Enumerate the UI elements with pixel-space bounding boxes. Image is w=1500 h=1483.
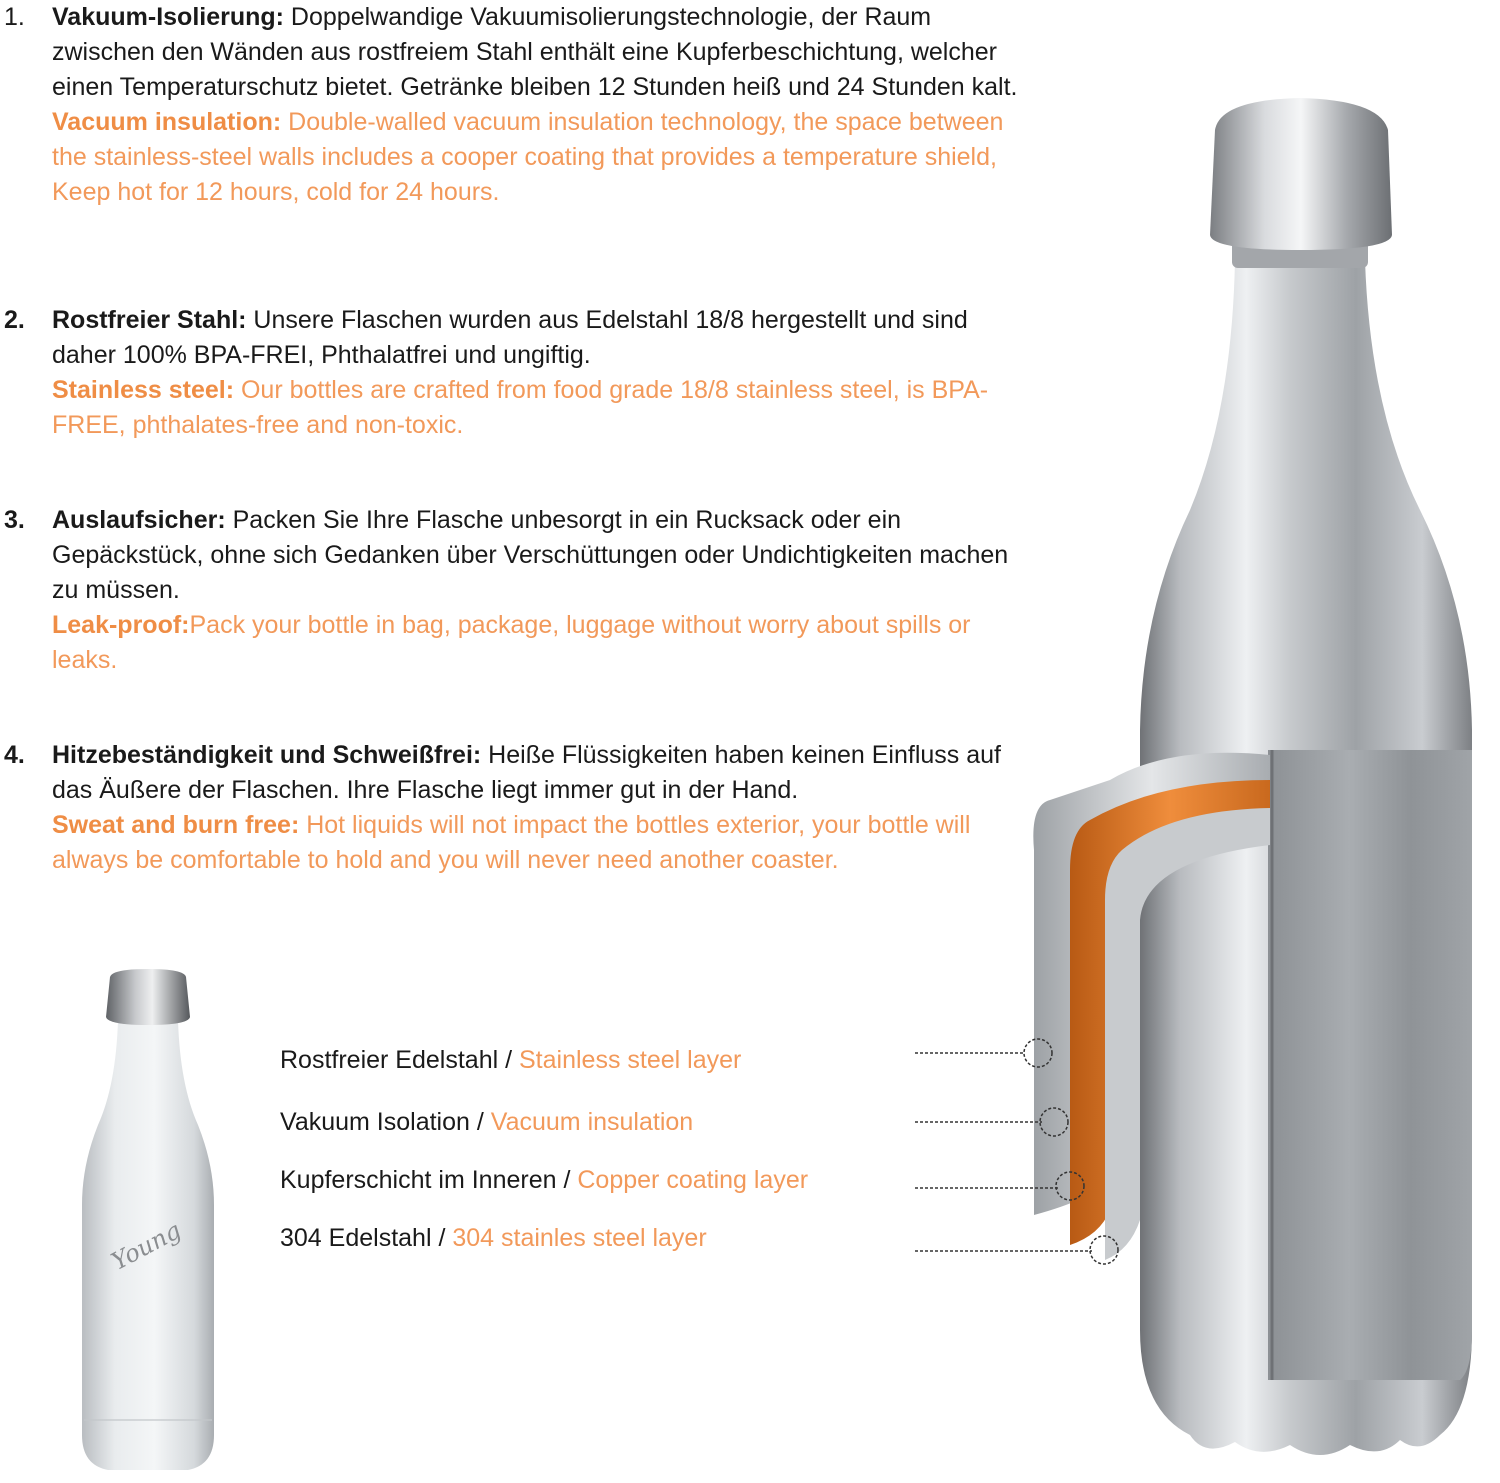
feature-de-paragraph: [52, 0, 1030, 105]
feature-stainless-steel: [0, 303, 1030, 443]
feature-en-text: Pack your bottle in bag, package, luggage without worry about spills or leaks.: [52, 611, 971, 674]
layer-en: 304 stainles steel layer: [452, 1224, 707, 1252]
feature-de-text: Heiße Flüssigkeiten haben keinen Einfluss auf das Äußere der Flaschen. Ihre Flasche liegt immer gut in der Hand.: [52, 741, 1001, 804]
feature-number: 4.: [4, 741, 25, 769]
feature-en-paragraph: [52, 373, 1030, 443]
feature-en-heading: Stainless steel:: [52, 376, 235, 404]
feature-de-heading: Rostfreier Stahl:: [52, 306, 247, 334]
feature-en-text: Double-walled vacuum insulation technology, the space between the stainless-steel walls includes a cooper coating that provides a temperature shield, Keep hot for 12 hours, cold for 24 hours.: [52, 108, 1004, 206]
feature-en-text: Hot liquids will not impact the bottles exterior, your bottle will always be comfortable to hold and you will never need another coaster.: [52, 811, 971, 874]
feature-en-text: Our bottles are crafted from food grade 18/8 stainless steel, is BPA-FREE, phthalates-free and non-toxic.: [52, 376, 989, 439]
feature-de-heading: Vakuum-Isolierung:: [52, 3, 284, 31]
layer-de: Rostfreier Edelstahl /: [280, 1046, 519, 1074]
layer-de: 304 Edelstahl /: [280, 1224, 453, 1252]
feature-en-paragraph: [52, 105, 1030, 210]
layer-label-copper: [280, 1160, 808, 1200]
feature-number: 1.: [4, 3, 25, 31]
feature-vacuum-insulation: [0, 0, 1030, 210]
layer-de: Vakuum Isolation /: [280, 1108, 491, 1136]
feature-en-paragraph: [52, 808, 1030, 878]
layer-label-vacuum: [280, 1102, 693, 1142]
feature-leak-proof: [0, 503, 1030, 678]
cutaway-bottle-image: [1020, 90, 1490, 1475]
feature-de-paragraph: [52, 503, 1030, 608]
feature-number: 2.: [4, 306, 25, 334]
feature-number: 3.: [4, 506, 25, 534]
layer-de: Kupferschicht im Inneren /: [280, 1166, 578, 1194]
feature-en-heading: Sweat and burn free:: [52, 811, 300, 839]
layer-en: Copper coating layer: [577, 1166, 809, 1194]
feature-en-heading: Vacuum insulation:: [52, 108, 282, 136]
brand-script-logo: Young: [106, 1216, 186, 1276]
feature-de-text: Packen Sie Ihre Flasche unbesorgt in ein Rucksack oder ein Gepäckstück, ohne sich Gedanken über Verschüttungen oder Undichtigkeiten machen zu müssen.: [52, 506, 1009, 604]
feature-sweat-burn-free: [0, 738, 1030, 878]
feature-de-heading: Auslaufsicher:: [52, 506, 226, 534]
feature-de-text: Unsere Flaschen wurden aus Edelstahl 18/8 hergestellt und sind daher 100% BPA-FREI, Phthalatfrei und ungiftig.: [52, 306, 968, 369]
layer-en: Stainless steel layer: [519, 1046, 742, 1074]
white-bottle-image: [78, 965, 218, 1480]
feature-de-paragraph: [52, 738, 1030, 808]
feature-de-paragraph: [52, 303, 1030, 373]
feature-de-text: Doppelwandige Vakuumisolierungstechnologie, der Raum zwischen den Wänden aus rostfreiem Stahl enthält eine Kupferbeschichtung, welcher einen Temperaturschutz bietet. Getränke bleiben 12 Stunden heiß und 24 Stunden kalt.: [52, 3, 1018, 101]
feature-de-heading: Hitzebeständigkeit und Schweißfrei:: [52, 741, 482, 769]
feature-en-paragraph: [52, 608, 1030, 678]
layer-label-stainless: [280, 1040, 741, 1080]
layer-label-304: [280, 1218, 707, 1258]
feature-en-heading: Leak-proof:: [52, 611, 190, 639]
layer-en: Vacuum insulation: [490, 1108, 694, 1136]
